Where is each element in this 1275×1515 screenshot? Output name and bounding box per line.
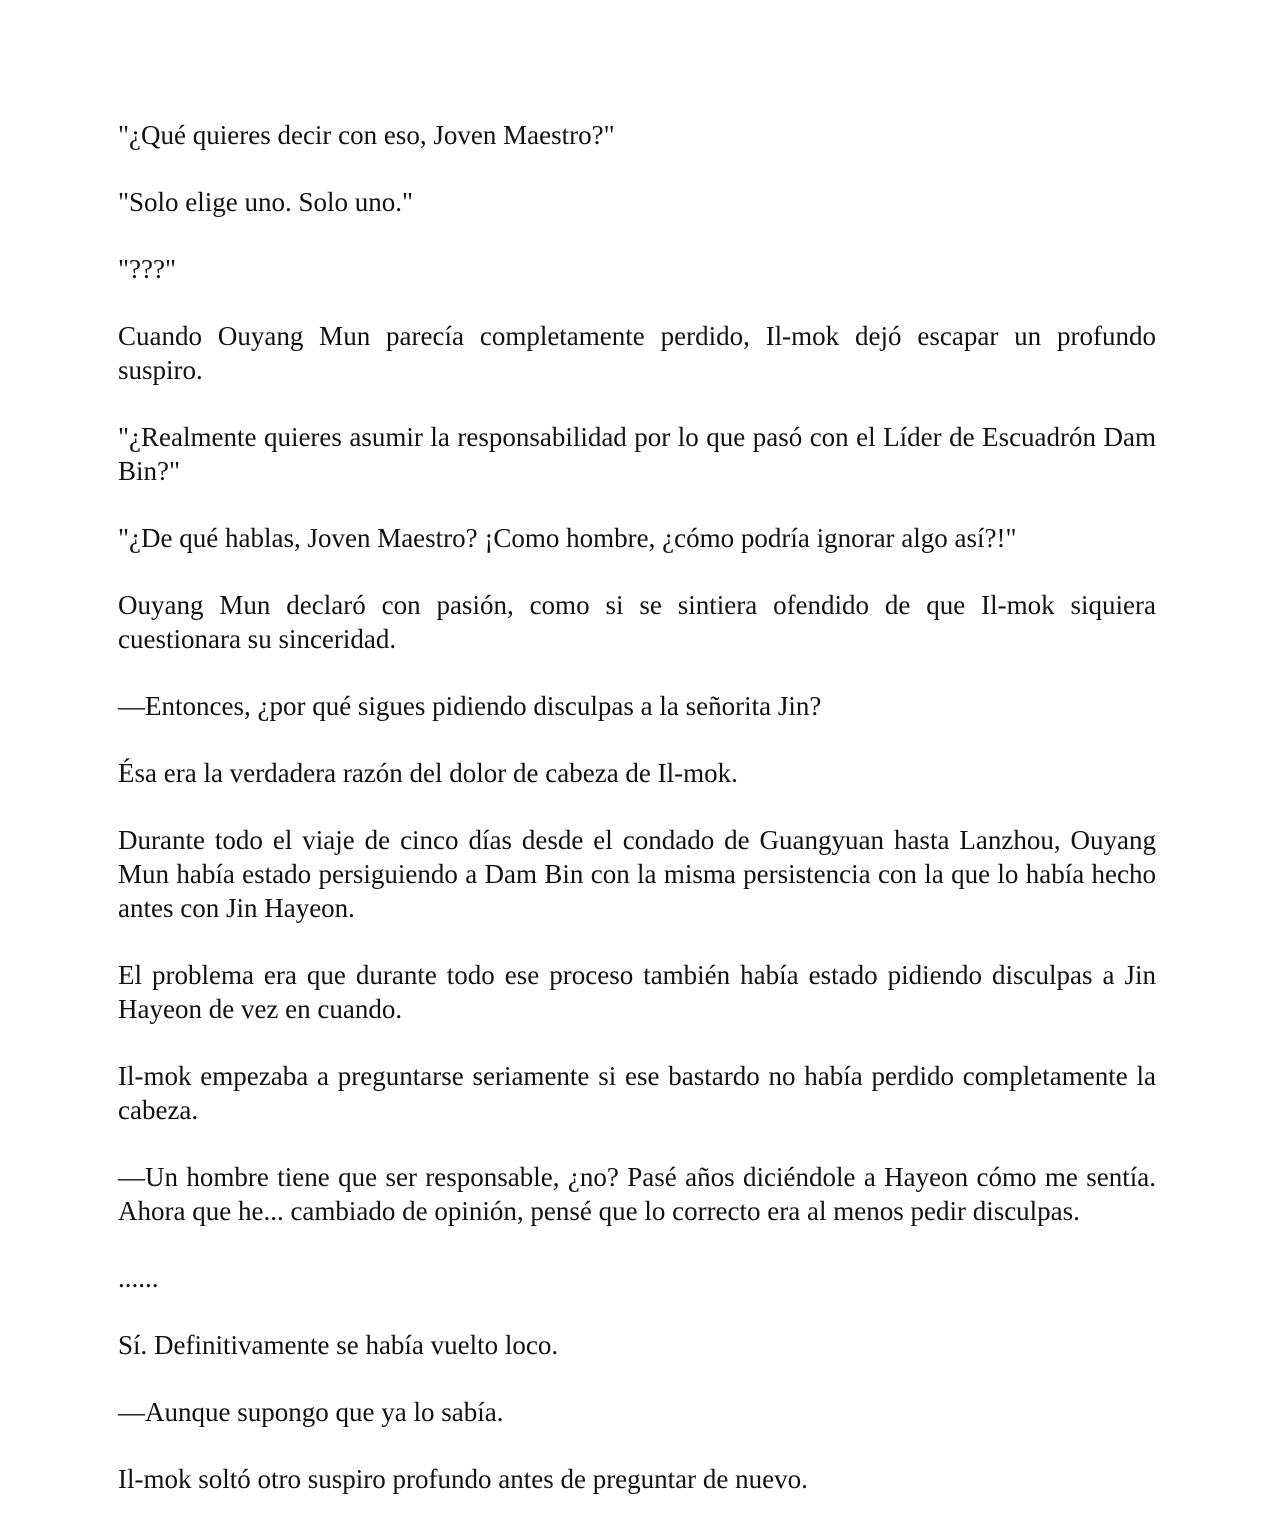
paragraph: Durante todo el viaje de cinco días desde el condado de Guangyuan hasta Lanzhou, Ouyang Mun había estado persiguiendo a Dam Bin con la misma persistencia con la que lo había hecho antes con Jin Hayeon. bbox=[118, 825, 1156, 923]
paragraph: Sí. Definitivamente se había vuelto loco. bbox=[118, 1330, 559, 1360]
paragraph: Il-mok soltó otro suspiro profundo antes de preguntar de nuevo. bbox=[118, 1464, 808, 1494]
paragraph: Ésa era la verdadera razón del dolor de cabeza de Il-mok. bbox=[118, 758, 738, 788]
paragraph: "¿De qué hablas, Joven Maestro? ¡Como hombre, ¿cómo podría ignorar algo así?!" bbox=[118, 523, 1017, 553]
text-body bbox=[118, 118, 1156, 1496]
paragraph: "Solo elige uno. Solo uno." bbox=[118, 187, 414, 217]
paragraph: El problema era que durante todo ese proceso también había estado pidiendo disculpas a Jin Hayeon de vez en cuando. bbox=[118, 960, 1156, 1024]
paragraph: ...... bbox=[118, 1263, 159, 1293]
paragraph: "¿Realmente quieres asumir la responsabilidad por lo que pasó con el Líder de Escuadrón Dam Bin?" bbox=[118, 422, 1156, 486]
paragraph: "???" bbox=[118, 254, 176, 284]
paragraph: Ouyang Mun declaró con pasión, como si se sintiera ofendido de que Il-mok siquiera cuestionara su sinceridad. bbox=[118, 590, 1156, 654]
paragraph: —Un hombre tiene que ser responsable, ¿no? Pasé años diciéndole a Hayeon cómo me sentía. Ahora que he... cambiado de opinión, pensé que lo correcto era al menos pedir disculpas. bbox=[118, 1162, 1156, 1226]
paragraph: Il-mok empezaba a preguntarse seriamente si ese bastardo no había perdido completamente la cabeza. bbox=[118, 1061, 1156, 1125]
paragraph: —Aunque supongo que ya lo sabía. bbox=[118, 1397, 504, 1427]
paragraph: —Entonces, ¿por qué sigues pidiendo disculpas a la señorita Jin? bbox=[118, 691, 822, 721]
paragraph: Cuando Ouyang Mun parecía completamente perdido, Il-mok dejó escapar un profundo suspiro. bbox=[118, 321, 1156, 385]
paragraph: "¿Qué quieres decir con eso, Joven Maestro?" bbox=[118, 120, 615, 150]
